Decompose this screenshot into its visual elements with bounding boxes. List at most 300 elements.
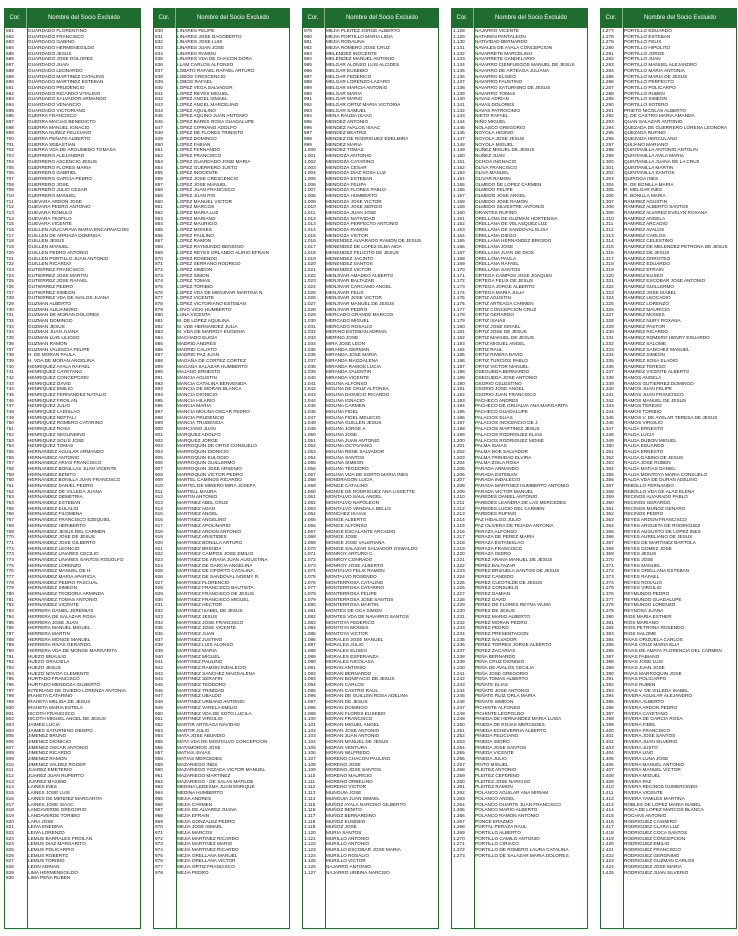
member-name: MATIAS MERCEDES bbox=[177, 756, 222, 761]
row-number: 1.015 bbox=[304, 232, 316, 238]
row-number: 1.237 bbox=[453, 647, 465, 653]
member-name: ORTIZ TURCIOS PABLO bbox=[475, 357, 528, 363]
member-name: MEDINA LEDESMA JUAN ENRIQUE bbox=[177, 784, 255, 790]
row-number: 687 bbox=[6, 62, 14, 68]
row-number: 1.280 bbox=[602, 45, 614, 51]
row-number: 1.112 bbox=[304, 784, 316, 790]
member-name: MONTERROSA CATALINO bbox=[326, 579, 384, 585]
member-name: NAVAS DOLORES bbox=[475, 101, 515, 107]
member-name: MERCADO ROSALIO bbox=[326, 323, 373, 329]
member-name: MENJIVAR FELIX bbox=[326, 289, 364, 295]
row-number: 1.090 bbox=[304, 659, 316, 665]
member-name: MONTALVO VENDALA BELLO bbox=[326, 505, 391, 511]
member-name: MIRA JOSE LEON bbox=[326, 340, 366, 346]
member-name: ORTEGA CAMPOS JOSE JOAQUIN bbox=[475, 272, 552, 278]
member-name: NAVAS ADRIAN bbox=[475, 96, 509, 102]
member-name: MATA JOSE ABUNDIO bbox=[177, 733, 226, 739]
member-name: PEREZ BALTAZAR bbox=[475, 562, 516, 568]
member-name: MONTALVO SAUL ANGEL bbox=[326, 494, 382, 500]
member-name: GUARDADO MARTINEZ ESTEBAN bbox=[28, 79, 104, 85]
row-number: 1.061 bbox=[304, 494, 316, 500]
member-name: LOPEZ MANUEL VICTOR bbox=[177, 198, 232, 204]
row-number: 1.309 bbox=[602, 210, 614, 215]
member-name: LEIVA LORENZO bbox=[28, 829, 65, 835]
row-number: 1.119 bbox=[304, 824, 316, 830]
row-number: 951 bbox=[155, 716, 163, 722]
row-number: 855 bbox=[155, 170, 163, 176]
row-number: 1.272 bbox=[453, 847, 465, 852]
member-name: MONTERROSA FELIPE bbox=[326, 591, 377, 597]
row-number: 1.278 bbox=[602, 33, 614, 39]
member-name: MENDEZ AVALOS ISAAC bbox=[326, 124, 381, 130]
row-number: 1.281 bbox=[602, 50, 614, 56]
row-number: 850 bbox=[155, 141, 163, 147]
row-number: 1.180 bbox=[453, 323, 465, 329]
row-number: 923 bbox=[155, 556, 163, 562]
row-number: 1.213 bbox=[453, 511, 465, 517]
row-number: 1.305 bbox=[602, 187, 614, 193]
row-number: 1.279 bbox=[602, 39, 614, 45]
member-name: GUEVARA VICENTE bbox=[28, 221, 72, 227]
row-number: 1.010 bbox=[304, 204, 316, 210]
member-name: RAMIREZ MAURICIO bbox=[624, 306, 670, 312]
row-number: 1.149 bbox=[453, 147, 465, 153]
member-name: ROCHAS ANTONIO bbox=[624, 812, 667, 818]
member-name: MELENDEZ MANUEL ANTONIO bbox=[326, 56, 395, 62]
member-name: LOPEZ GUARDADO JOSE MARIA bbox=[177, 158, 251, 164]
row-number: 1.394 bbox=[602, 693, 614, 699]
row-number: 1.126 bbox=[304, 864, 316, 870]
member-name: MENDEZ ANTONIO bbox=[326, 119, 369, 124]
member-name: MEJIA ORELLANA VICTOR bbox=[177, 858, 236, 864]
row-number: 1.324 bbox=[602, 295, 614, 301]
member-name: GUZMAN DOMINGO bbox=[28, 318, 73, 324]
row-number: 1.019 bbox=[304, 255, 316, 261]
member-name: RALDA MATIAS DANIEL bbox=[624, 465, 677, 471]
row-number: 895 bbox=[155, 397, 163, 403]
member-name: RAMIREZ ALVAREZ EVELYN ROXANA bbox=[624, 210, 708, 215]
member-name: RAMIREZ PASTOR bbox=[624, 323, 666, 329]
row-number: 736 bbox=[6, 340, 14, 346]
member-name: GUARDADO VENANCIO bbox=[28, 101, 81, 107]
row-number: 1.064 bbox=[304, 511, 316, 517]
row-number: 948 bbox=[155, 699, 163, 705]
row-number: 1.398 bbox=[602, 716, 614, 722]
member-name: RAMOS VIRGILIO bbox=[624, 420, 663, 426]
row-number: 1.265 bbox=[453, 807, 465, 813]
member-name: MORAN BERNARDO bbox=[326, 670, 372, 676]
row-number: 954 bbox=[155, 733, 163, 739]
member-name: RIVAS MARROQUIN JOSE bbox=[624, 670, 682, 676]
member-name: MANCIA MARIA bbox=[177, 403, 212, 409]
members-column bbox=[4, 8, 141, 929]
member-name: RAMOS JUAN FRANCISCO bbox=[624, 392, 684, 397]
member-name: GUERRERO ALEJANDRO bbox=[28, 153, 85, 159]
row-number: 1.261 bbox=[453, 784, 465, 790]
member-name: RODRIGUEZ CLARA LUZ bbox=[624, 824, 679, 830]
member-name: HUEZO JESUS bbox=[28, 665, 61, 670]
member-name: PEÑATE ELIAS bbox=[475, 682, 508, 688]
member-name: MATA VDA DE MONTALVO CONCEPCION bbox=[177, 738, 268, 744]
row-number: 1.081 bbox=[304, 608, 316, 614]
member-name: NAJARRO VICENTE bbox=[475, 28, 520, 33]
member-name: PORTILLO SOTERO bbox=[624, 101, 669, 107]
row-number: 1.372 bbox=[602, 568, 614, 574]
row-number: 1.017 bbox=[304, 244, 316, 250]
row-number: 1.183 bbox=[453, 340, 465, 346]
row-number: 997 bbox=[304, 130, 312, 136]
row-number: 756 bbox=[6, 454, 14, 460]
row-number: 1.336 bbox=[602, 363, 614, 369]
member-name: MOLINA IGNACIO bbox=[326, 397, 365, 403]
member-name: POLANCO RAMON ANTONIO bbox=[475, 812, 539, 818]
row-number: 858 bbox=[155, 187, 163, 193]
member-name: GUILLEN PORTILLO JUAN ANTONIO bbox=[28, 255, 109, 261]
row-number: 1.380 bbox=[602, 613, 614, 619]
member-name: RAMIREZ DE MELENDEZ PETRONA DE JESUS bbox=[624, 244, 728, 250]
member-name: RAMIREZ SANCHEZ MANUEL bbox=[624, 346, 690, 352]
member-name: LEMUS ROBERTO bbox=[28, 852, 69, 858]
member-name: RIVAS JOSE LUIS bbox=[624, 659, 663, 665]
member-name: ORTEGA MARIA JULIA bbox=[475, 289, 525, 295]
member-name: MAZARIEGO MARTINEZ bbox=[177, 773, 231, 779]
row-number: 1.375 bbox=[602, 585, 614, 591]
member-name: MOLINA FIDEL bbox=[326, 409, 359, 415]
member-name: RIVERA RECINOS GUMERCINDO bbox=[624, 784, 698, 790]
member-name: MARTINEZ DE OPORTO CATALINA bbox=[177, 568, 254, 574]
row-number: 1.201 bbox=[453, 443, 465, 449]
row-number: 1.282 bbox=[602, 56, 614, 62]
member-name: MOLINA VDA DE SORTO MARIA INES bbox=[326, 471, 409, 477]
member-name: RAMIREZ SALOME bbox=[624, 340, 666, 346]
member-name: MELGAR EUSEBIO bbox=[326, 67, 368, 73]
row-number: 974 bbox=[155, 847, 163, 852]
row-number: 1.005 bbox=[304, 175, 316, 181]
row-number: 1.033 bbox=[304, 335, 316, 341]
row-number: 1.040 bbox=[304, 374, 316, 380]
row-number: 1.293 bbox=[602, 119, 614, 124]
member-name: MONROY ARTURO C. bbox=[326, 551, 374, 557]
row-number: 1.288 bbox=[602, 90, 614, 96]
row-number: 816 bbox=[6, 795, 14, 801]
member-name: HERNANDEZ MANUEL DE H. bbox=[28, 568, 92, 574]
member-name: GUARDADO FRANCISCO bbox=[28, 33, 84, 39]
member-name: NAVARRO DE ARTEAGA JULIANA bbox=[475, 67, 549, 73]
row-number: 1.181 bbox=[453, 329, 465, 335]
member-name: MIRANDA VICENTE bbox=[326, 374, 369, 380]
row-number: 757 bbox=[6, 460, 14, 466]
row-number: 1.211 bbox=[453, 500, 465, 506]
row-number: 1.422 bbox=[602, 852, 614, 858]
row-number: 1.264 bbox=[453, 801, 465, 807]
member-name: MENDOZA ANTONIO bbox=[326, 153, 372, 159]
member-name: MARTINEZ JUSTINO bbox=[177, 636, 223, 642]
member-name: GUILLEN RICARDO bbox=[28, 261, 71, 267]
member-name: RECINOS ALVARADO PABLO bbox=[624, 494, 688, 500]
row-number: 1.373 bbox=[602, 574, 614, 579]
row-number: 1.118 bbox=[304, 818, 316, 824]
member-name: MEJIA CARMEN bbox=[177, 801, 213, 807]
row-number: 1.024 bbox=[304, 283, 316, 289]
member-name: PORTILLO SIMEON bbox=[624, 96, 667, 102]
member-name: RAMIREZ LORENZO bbox=[624, 301, 670, 306]
member-name: MUÑOZ BERNARDINO bbox=[326, 812, 376, 818]
member-name: OSORIO JOSE ANGEL bbox=[475, 386, 525, 392]
row-number: 1.203 bbox=[453, 454, 465, 460]
member-name: MORENO JOSE SANTOS bbox=[326, 767, 382, 773]
row-number: 1.076 bbox=[304, 579, 316, 585]
row-number: 1.117 bbox=[304, 812, 316, 818]
row-number: 1.079 bbox=[304, 596, 316, 602]
member-name: NAJARRO URBINA NARCISO bbox=[326, 869, 390, 875]
row-number: 1.320 bbox=[602, 272, 614, 278]
row-number: 994 bbox=[304, 113, 312, 119]
row-number: 934 bbox=[155, 619, 163, 625]
row-number: 1.337 bbox=[602, 369, 614, 375]
member-name: GUERRERO JOSE bbox=[28, 181, 69, 187]
member-name: HERNANDEZ BONILLAS JUAN VICENTE bbox=[28, 465, 117, 471]
row-number: 897 bbox=[155, 409, 163, 415]
row-number: 1.235 bbox=[453, 636, 465, 642]
row-number: 1.153 bbox=[453, 170, 465, 176]
row-number: 1.400 bbox=[602, 727, 614, 733]
row-number: 841 bbox=[155, 90, 163, 96]
row-number: 762 bbox=[6, 488, 14, 494]
member-name: NAJARRO ANTONIO bbox=[326, 864, 371, 870]
member-name: INTERIANO DE OVIEDO LORENZA ANTONIA bbox=[28, 687, 126, 693]
row-number: 1.258 bbox=[453, 767, 465, 773]
member-name: MEJIA MARTINEZ MARIO bbox=[177, 841, 233, 847]
row-number: 1.316 bbox=[602, 249, 614, 255]
member-name: OLMEDO SILVESTRE ANTONIO bbox=[475, 204, 545, 210]
row-number: 1.356 bbox=[602, 477, 614, 483]
row-number: 1.420 bbox=[602, 841, 614, 847]
member-name: MEJIA MARTINEZ RICARDO bbox=[177, 847, 239, 852]
row-number: 725 bbox=[6, 278, 14, 284]
member-name: MENDOZA JOSE SERGIO bbox=[326, 204, 383, 210]
member-name: MONGE JOSE bbox=[326, 534, 358, 540]
member-name: MARTINEZ LUIS ALONSO bbox=[177, 642, 234, 648]
row-number: 952 bbox=[155, 721, 163, 727]
member-name: PALACIOS RODRIGUEZ ELIAS bbox=[475, 431, 543, 437]
row-number: 1.048 bbox=[304, 420, 316, 426]
member-name: MARTINEZ URBANO ANTONIO bbox=[177, 699, 245, 705]
member-name: MATAMOROS JOSE bbox=[177, 744, 221, 750]
member-name: GUEVARA PEDRO ANTONIO bbox=[28, 204, 91, 210]
row-number: 1.244 bbox=[453, 687, 465, 693]
row-number: 1.085 bbox=[304, 630, 316, 636]
member-name: PORTILLO CIRIACO bbox=[475, 841, 519, 847]
row-number: 1.148 bbox=[453, 141, 465, 147]
member-name: MARTINEZ BONILLA ARTURO bbox=[177, 539, 243, 545]
member-name: LOPEZ DOMINGO bbox=[177, 136, 217, 142]
row-number: 815 bbox=[6, 790, 14, 796]
row-number: 1.107 bbox=[304, 756, 316, 761]
member-name: PEÑA TOMAS ALBERTO bbox=[475, 676, 529, 682]
member-name: RIVAS JUAN JOSE bbox=[624, 665, 665, 670]
member-name: MENENDEZ DE LOPEZ ELBA AIDA bbox=[326, 244, 402, 250]
row-number: 806 bbox=[6, 738, 14, 744]
member-name: HENRIQUEZ FROILAN bbox=[28, 397, 78, 403]
member-name: ORTIZ AGUSTIN bbox=[475, 295, 511, 301]
row-number: 1.210 bbox=[453, 494, 465, 500]
member-name: REYMUNDO LORENZO bbox=[624, 602, 676, 608]
row-number: 758 bbox=[6, 465, 14, 471]
row-number: 918 bbox=[155, 528, 163, 534]
member-name: PEREZ DE JESUS bbox=[475, 608, 515, 614]
row-number: 1.174 bbox=[453, 289, 465, 295]
row-number: 932 bbox=[155, 608, 163, 614]
member-name: MERCADO MIGUEL bbox=[326, 318, 370, 324]
row-number: 707 bbox=[6, 175, 14, 181]
member-name: REYES RAFAEL bbox=[624, 574, 660, 579]
row-number: 1.035 bbox=[304, 346, 316, 352]
member-name: RAMIREZ GUILLERMO bbox=[624, 283, 675, 289]
row-number: 935 bbox=[155, 625, 163, 631]
member-name: MEJIA EFRAIN bbox=[177, 812, 210, 818]
member-name: JIMENEZ DIONICIO bbox=[28, 738, 71, 744]
member-name: PINEDA ECHEVERRIA ALBERTO bbox=[475, 727, 547, 733]
row-number: 881 bbox=[155, 318, 163, 324]
member-name: RIVERA ALBERTO bbox=[624, 699, 664, 705]
member-name: ORTEGA JORGE ALBERTO bbox=[475, 283, 535, 289]
member-name: REYES ARGUETA DE RODRIGUEZ bbox=[624, 522, 701, 528]
row-number: 1.182 bbox=[453, 335, 465, 341]
row-number: 705 bbox=[6, 164, 14, 170]
member-name: OLIVA FRANCISCO bbox=[475, 164, 518, 170]
member-name: HERNANDEZ ANTONIO bbox=[28, 454, 80, 460]
row-number: 1.328 bbox=[602, 318, 614, 324]
member-name: MANCIA PRUDENCIO bbox=[177, 414, 225, 420]
member-name: PAREDES LEANDRA DE LAS MERCEDES bbox=[475, 500, 567, 506]
member-name: PEÑA DE AVALOS CECILIA bbox=[475, 665, 534, 670]
member-name: H. VDA DE MORAN ANGELINA bbox=[28, 357, 95, 363]
row-number: 1.104 bbox=[304, 738, 316, 744]
member-name: MORAN CASTRO RAUL bbox=[326, 687, 379, 693]
member-name: JIMENEZ BRUNO bbox=[28, 733, 67, 739]
row-number: 836 bbox=[155, 62, 163, 68]
member-name: MARTINEZ MARIA bbox=[177, 647, 218, 653]
row-number: 911 bbox=[155, 488, 163, 494]
member-name: PEÑATE JOSE ANTONIO bbox=[475, 687, 530, 693]
row-number: 1.018 bbox=[304, 249, 316, 255]
row-number: 697 bbox=[6, 119, 14, 124]
row-number: 713 bbox=[6, 210, 14, 215]
row-number: 1.242 bbox=[453, 676, 465, 682]
row-number: 1.101 bbox=[304, 721, 316, 727]
row-number: 779 bbox=[6, 585, 14, 591]
row-number: 819 bbox=[6, 812, 14, 818]
member-name: LOBOS CRESCENCIO bbox=[177, 73, 226, 79]
member-name: RODRIGUEZ GERONIMO bbox=[624, 852, 680, 858]
member-name: MENDEZ MARIA bbox=[326, 141, 362, 147]
row-number: 896 bbox=[155, 403, 163, 409]
member-name: QUEZADA DE GUERRERO LORENA LEONORA bbox=[624, 124, 728, 130]
member-name: RAMOS GUTIERREZ DOMINGO bbox=[624, 380, 694, 386]
member-name: MEJIA ANDRES bbox=[177, 795, 212, 801]
row-number: 888 bbox=[155, 357, 163, 363]
member-name: ORTEGA FELIX DE JESUS bbox=[475, 278, 534, 284]
member-name: GUILLEN DE ARRIAZA DOMINGA bbox=[28, 232, 101, 238]
row-number: 973 bbox=[155, 841, 163, 847]
row-number: 1.143 bbox=[453, 113, 465, 119]
member-name: MORENO MAURICIO bbox=[326, 773, 372, 779]
row-number: 809 bbox=[6, 756, 14, 761]
member-name: MELENDEZ INOCENTE bbox=[326, 50, 378, 56]
member-name: RAMIREZ ROMERO HENRY EDUARDO bbox=[624, 335, 710, 341]
member-name: MOLINA FIDEL MELECIO bbox=[326, 414, 381, 420]
row-number: 1.236 bbox=[453, 642, 465, 648]
member-name: GUARDADO JUAN bbox=[28, 62, 69, 68]
member-name: RAMIREZ SIMEON bbox=[624, 352, 665, 358]
member-name: MANCIA DE MORAN BLANCA bbox=[177, 386, 242, 392]
member-name: MARTINEZ ABEL CRUZ bbox=[177, 500, 229, 506]
member-name: PORTILLO RUBEN bbox=[624, 90, 665, 96]
row-number: 1.072 bbox=[304, 556, 316, 562]
row-number: 1.238 bbox=[453, 653, 465, 659]
member-name: MOLINA GUILLEN JESUS bbox=[326, 420, 382, 426]
member-name: MARTINEZ VDA DE SOTO LUCILA bbox=[177, 710, 252, 716]
row-number: 1.212 bbox=[453, 505, 465, 511]
row-number: 1.298 bbox=[602, 147, 614, 153]
member-name: PAZ OLIVERA DE TEJADA ANTONIA bbox=[475, 522, 554, 528]
row-number: 890 bbox=[155, 369, 163, 375]
member-name: MANCIA DIONICIO bbox=[177, 392, 218, 397]
table-row bbox=[303, 870, 438, 876]
member-name: MAGAÑA SALAZAR HUMBERTO bbox=[177, 363, 248, 369]
member-name: MELGAR MARCIA ANTONIO bbox=[326, 84, 388, 90]
member-name: OSEGUEDA JOSE ANTONIO bbox=[475, 374, 538, 380]
member-name: PINTO MIGUEL bbox=[475, 761, 509, 767]
row-number: 999 bbox=[304, 141, 312, 147]
row-number: 1.219 bbox=[453, 545, 465, 551]
member-name: JAIMES SATURNINO OBISPO bbox=[28, 727, 93, 733]
member-name: LOPEZ ANGEL ISMAEL bbox=[177, 96, 228, 102]
row-number: 710 bbox=[6, 192, 14, 198]
row-number: 878 bbox=[155, 301, 163, 306]
member-name: MACHADO ELIGIA bbox=[177, 335, 218, 341]
member-name: MARROQUIN DE ORTIZ CONSUELO bbox=[177, 443, 257, 449]
row-number: 1.046 bbox=[304, 409, 316, 415]
member-name: LOPEZ VICENTE bbox=[177, 295, 214, 301]
member-name: RALDA EDUARDO bbox=[624, 443, 665, 449]
row-number: 1.302 bbox=[602, 170, 614, 176]
row-number: 922 bbox=[155, 551, 163, 557]
row-number: 1.066 bbox=[304, 522, 316, 528]
column-header bbox=[153, 8, 290, 28]
row-number: 1.334 bbox=[602, 352, 614, 358]
row-number: 1.405 bbox=[602, 756, 614, 761]
row-number: 1.205 bbox=[453, 465, 465, 471]
member-name: MORALES ELISEO bbox=[326, 647, 368, 653]
member-name: LOPEZ CIPRIANO ADOLFO bbox=[177, 124, 237, 130]
member-name: MENDOZA ESTEBAN bbox=[326, 175, 373, 181]
row-number: 1.022 bbox=[304, 272, 316, 278]
member-name: RODRIGUEZ JUAN SILVERIO bbox=[624, 869, 689, 875]
row-number: 1.325 bbox=[602, 301, 614, 306]
row-number: 766 bbox=[6, 511, 14, 517]
row-number: 1.331 bbox=[602, 335, 614, 341]
member-name: GUTIERREZ JOSE MARTIN bbox=[28, 272, 88, 278]
member-name: MERINO JOSE bbox=[326, 335, 359, 341]
row-number: 1.164 bbox=[453, 232, 465, 238]
member-name: IRAHETA CATARINO bbox=[28, 693, 73, 699]
member-name: RAMIREZ ANGELA bbox=[624, 215, 666, 221]
row-number: 1.384 bbox=[602, 636, 614, 642]
row-number: 691 bbox=[6, 84, 14, 90]
member-name: MOLINA JUAN ANTONIO bbox=[326, 437, 380, 443]
member-name: PALMA NOE SALVADOR bbox=[475, 448, 528, 454]
